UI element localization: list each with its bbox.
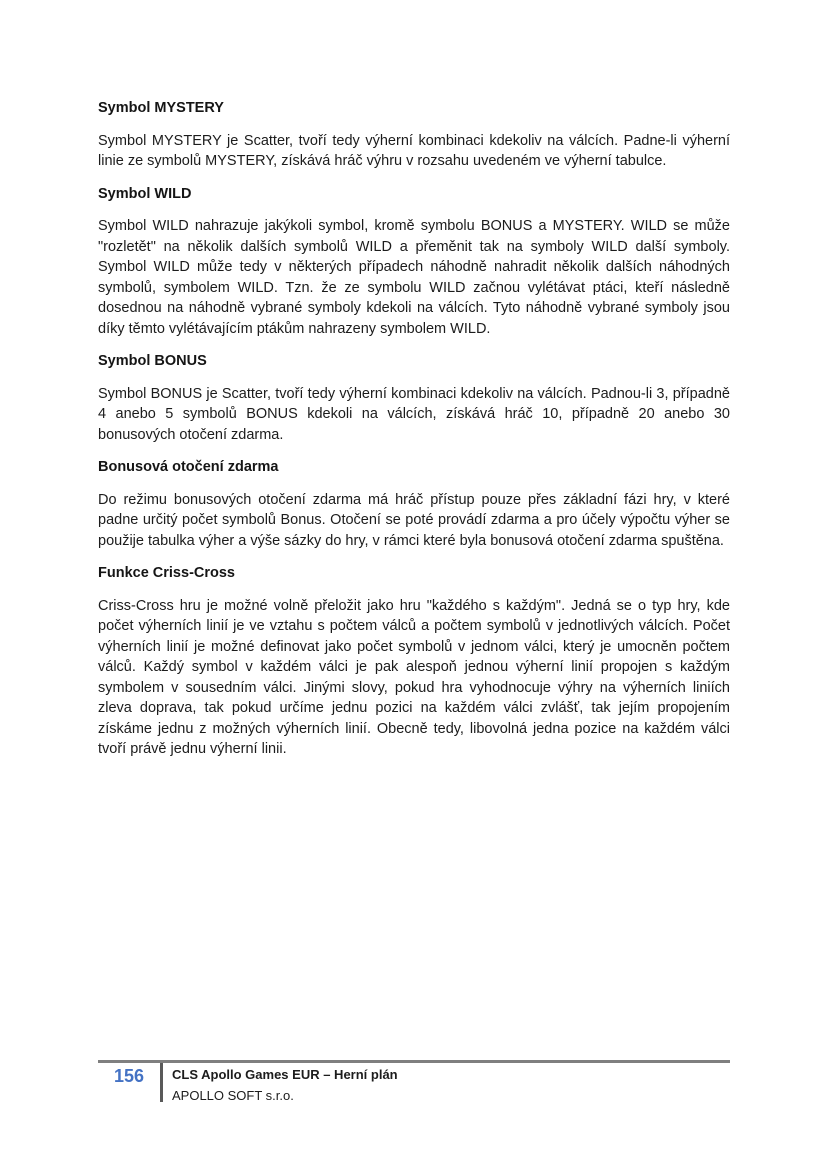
- section-heading-criss-cross: Funkce Criss-Cross: [98, 565, 235, 581]
- footer-text: [163, 1063, 398, 1106]
- section-paragraph-wild: Symbol WILD nahrazuje jakýkoli symbol, kromě symbolu BONUS a MYSTERY. WILD se může "rozletět" na několik dalších symbolů WILD a přeměnit tak na symboly WILD další symboly. Symbol WILD může tedy v některých případech náhodně nahradit několik dalších náhodných symbolů, symbolem WILD. Tzn. že ze symbolu WILD začnou vylétávat ptáci, kteří následně dosednou na náhodně vybrané symboly kdekoli na válcích. Tyto náhodně vybrané symboly jsou díky těmto vylétávajícím ptákům nahrazeny symbolem WILD.: [98, 218, 730, 337]
- page-footer: [98, 1063, 730, 1106]
- footer-company: APOLLO SOFT s.r.o.: [172, 1088, 294, 1103]
- section-paragraph-free-spins: Do režimu bonusových otočení zdarma má hráč přístup pouze přes základní fázi hry, v které padne určitý počet symbolů Bonus. Otočení se poté provádí zdarma a pro účely výpočtu výher se použije tabulka výher a výše sázky do hry, v rámci které byla bonusová otočení zdarma spuštěna.: [98, 491, 730, 549]
- section-heading-bonus: Symbol BONUS: [98, 353, 207, 369]
- section-paragraph-bonus: Symbol BONUS je Scatter, tvoří tedy výherní kombinaci kdekoliv na válcích. Padnou-li 3, případně 4 anebo 5 symbolů BONUS kdekoli na válcích, získává hráč 10, případně 20 anebo 30 bonusových otočení zdarma.: [98, 385, 730, 443]
- footer-doc-title: CLS Apollo Games EUR – Herní plán: [172, 1067, 398, 1082]
- section-heading-wild: Symbol WILD: [98, 185, 192, 202]
- section-paragraph-mystery: Symbol MYSTERY je Scatter, tvoří tedy výherní kombinaci kdekoliv na válcích. Padne-li výherní linie ze symbolů MYSTERY, získává hráč výhru v rozsahu uvedeném ve výherní tabulce.: [98, 132, 730, 169]
- section-paragraph-criss-cross: Criss-Cross hru je možné volně přeložit jako hru "každého s každým". Jedná se o typ hry, kde počet výherních linií je ve vztahu s počtem válců a počtem symbolů v jednotlivých válcích. Počet výherních linií je možné definovat jako počet symbolů v jednom válci, který je umocněn počtem válců. Každý symbol v každém válci je pak alespoň jednou výherní linií propojen s každým symbolem v sousedním válci. Jinými slovy, pokud hra vyhodnocuje výhry na výherních liniích zleva doprava, tak pokud určíme jednu pozici na každém válci zvlášť, tak jejím propojením získáme jednu z možných výherních linií. Obecně tedy, libovolná jedna pozice na každém válci tvoří právě jednu výherní linii.: [98, 597, 730, 757]
- page-number: 156: [113, 1066, 145, 1086]
- page-content: [98, 98, 730, 772]
- section-heading-free-spins: Bonusová otočení zdarma: [98, 459, 279, 475]
- section-heading-mystery: Symbol MYSTERY: [98, 100, 224, 116]
